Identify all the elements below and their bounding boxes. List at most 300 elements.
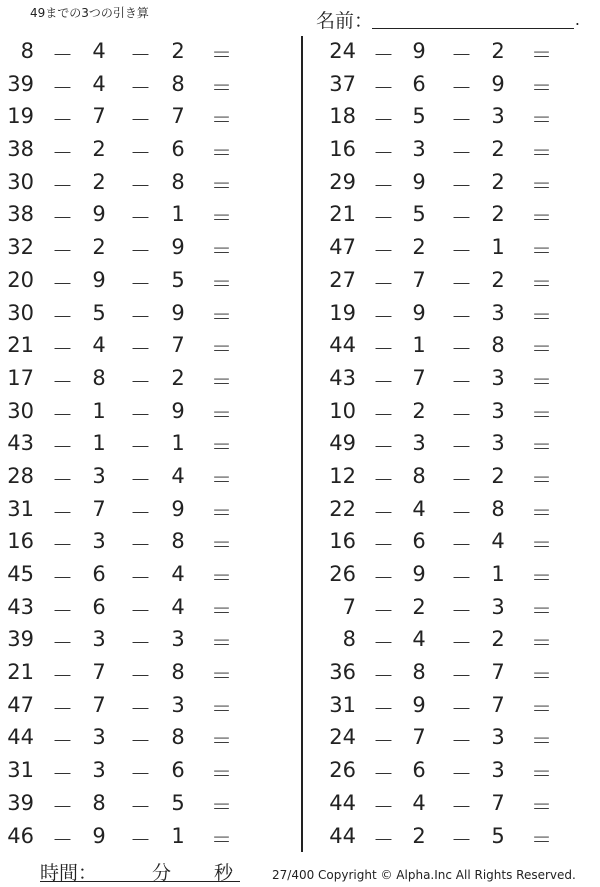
minus-sign: － [52, 467, 73, 492]
equals-sign: ＝ [531, 337, 552, 362]
subtrahend-2: 7 [491, 692, 505, 717]
subtrahend-1: 7 [92, 104, 106, 129]
minuend: 27 [329, 267, 356, 292]
equals-sign: ＝ [211, 108, 232, 133]
page-number: 27/400 [272, 868, 315, 882]
minus-sign: － [52, 794, 73, 819]
minus-sign: － [373, 108, 394, 133]
problem-row [0, 526, 300, 559]
equals-sign: ＝ [531, 271, 552, 296]
minuend: 17 [7, 365, 34, 390]
minus-sign: － [451, 173, 472, 198]
minus-sign: － [130, 794, 151, 819]
problem-row [302, 722, 600, 755]
problem-row [0, 428, 300, 461]
equals-sign: ＝ [211, 206, 232, 231]
minuend: 22 [329, 496, 356, 521]
equals-sign: ＝ [211, 729, 232, 754]
problem-row [0, 722, 300, 755]
equals-sign: ＝ [211, 598, 232, 623]
minus-sign: － [130, 827, 151, 852]
subtrahend-1: 5 [412, 104, 426, 129]
minuend: 10 [329, 398, 356, 423]
equals-sign: ＝ [531, 827, 552, 852]
minus-sign: － [373, 304, 394, 329]
subtrahend-2: 4 [171, 562, 185, 586]
problem-row [302, 690, 600, 723]
minuend: 30 [7, 169, 34, 194]
problem-row [302, 821, 600, 854]
equals-sign: ＝ [211, 762, 232, 787]
minuend: 8 [20, 39, 34, 63]
minuend: 46 [7, 823, 34, 848]
subtrahend-2: 8 [491, 333, 505, 358]
equals-sign: ＝ [531, 500, 552, 525]
minus-sign: － [451, 664, 472, 689]
minus-sign: － [373, 566, 394, 590]
subtrahend-2: 4 [171, 594, 185, 619]
minus-sign: － [451, 369, 472, 394]
equals-sign: ＝ [531, 533, 552, 558]
copyright-text: Copyright © Alpha.Inc All Rights Reserved. [318, 868, 576, 882]
problem-row [302, 755, 600, 788]
minus-sign: － [451, 696, 472, 721]
minuend: 16 [329, 529, 356, 554]
problem-row [302, 232, 600, 265]
problem-row [302, 559, 600, 592]
equals-sign: ＝ [211, 533, 232, 558]
problem-row [0, 657, 300, 690]
minuend: 43 [7, 594, 34, 619]
minuend: 30 [7, 300, 34, 325]
problem-row [302, 657, 600, 690]
minuend: 44 [329, 333, 356, 358]
minus-sign: － [130, 566, 151, 590]
problem-row [0, 36, 300, 69]
problem-row [0, 624, 300, 657]
subtrahend-2: 8 [171, 71, 185, 96]
subtrahend-2: 3 [491, 365, 505, 390]
equals-sign: ＝ [211, 369, 232, 394]
minuend: 47 [329, 235, 356, 260]
minus-sign: － [130, 598, 151, 623]
problem-row [302, 624, 600, 657]
minus-sign: － [52, 566, 73, 590]
minuend: 21 [7, 660, 34, 685]
subtrahend-2: 5 [171, 267, 185, 292]
minus-sign: － [451, 75, 472, 100]
minus-sign: － [373, 762, 394, 787]
minus-sign: － [52, 239, 73, 264]
subtrahend-1: 6 [92, 594, 106, 619]
problem-row [0, 755, 300, 788]
equals-sign: ＝ [211, 75, 232, 100]
minus-sign: － [52, 729, 73, 754]
equals-sign: ＝ [531, 304, 552, 329]
minus-sign: － [451, 533, 472, 558]
subtrahend-1: 9 [412, 562, 426, 586]
minus-sign: － [373, 729, 394, 754]
equals-sign: ＝ [531, 43, 552, 67]
equals-sign: ＝ [531, 108, 552, 133]
subtrahend-1: 7 [412, 365, 426, 390]
equals-sign: ＝ [531, 566, 552, 590]
subtrahend-2: 7 [491, 790, 505, 815]
minutes-label: 分 [152, 862, 172, 884]
problem-row [0, 559, 300, 592]
minuend: 45 [7, 562, 34, 586]
time-field [40, 858, 240, 884]
minus-sign: － [373, 141, 394, 166]
minus-sign: － [373, 173, 394, 198]
minus-sign: － [130, 500, 151, 525]
minus-sign: － [52, 271, 73, 296]
subtrahend-2: 3 [491, 104, 505, 129]
subtrahend-1: 4 [92, 71, 106, 96]
minus-sign: － [130, 729, 151, 754]
equals-sign: ＝ [531, 369, 552, 394]
minus-sign: － [373, 598, 394, 623]
equals-sign: ＝ [531, 762, 552, 787]
subtrahend-1: 4 [412, 790, 426, 815]
equals-sign: ＝ [211, 696, 232, 721]
subtrahend-2: 9 [171, 398, 185, 423]
minus-sign: － [52, 533, 73, 558]
minuend: 16 [329, 137, 356, 162]
name-field[interactable] [316, 6, 586, 30]
subtrahend-1: 7 [92, 660, 106, 685]
problem-row [302, 494, 600, 527]
minus-sign: － [451, 206, 472, 231]
minus-sign: － [451, 108, 472, 133]
subtrahend-2: 3 [491, 725, 505, 750]
minuend: 20 [7, 267, 34, 292]
problem-row [302, 69, 600, 102]
equals-sign: ＝ [531, 467, 552, 492]
subtrahend-2: 9 [171, 496, 185, 521]
problem-row [0, 592, 300, 625]
equals-sign: ＝ [211, 173, 232, 198]
minus-sign: － [373, 43, 394, 67]
problem-row [0, 298, 300, 331]
subtrahend-2: 3 [491, 758, 505, 783]
subtrahend-1: 9 [412, 169, 426, 194]
minuend: 7 [342, 594, 356, 619]
minus-sign: － [451, 43, 472, 67]
equals-sign: ＝ [211, 304, 232, 329]
problem-row [302, 788, 600, 821]
minuend: 47 [7, 692, 34, 717]
minus-sign: － [451, 598, 472, 623]
problem-row [302, 167, 600, 200]
minuend: 31 [329, 692, 356, 717]
subtrahend-1: 2 [92, 169, 106, 194]
problem-row [0, 199, 300, 232]
minus-sign: － [451, 500, 472, 525]
subtrahend-1: 9 [412, 692, 426, 717]
problem-row [0, 330, 300, 363]
subtrahend-1: 6 [412, 71, 426, 96]
subtrahend-1: 9 [92, 202, 106, 227]
problem-row [302, 330, 600, 363]
equals-sign: ＝ [211, 239, 232, 264]
subtrahend-2: 1 [171, 202, 185, 227]
problem-row [0, 690, 300, 723]
minus-sign: － [130, 467, 151, 492]
subtrahend-1: 4 [412, 496, 426, 521]
equals-sign: ＝ [531, 664, 552, 689]
equals-sign: ＝ [211, 141, 232, 166]
minus-sign: － [451, 729, 472, 754]
minus-sign: － [52, 500, 73, 525]
minuend: 39 [7, 627, 34, 652]
minuend: 19 [7, 104, 34, 129]
subtrahend-2: 8 [491, 496, 505, 521]
minus-sign: － [373, 206, 394, 231]
equals-sign: ＝ [531, 631, 552, 656]
equals-sign: ＝ [531, 696, 552, 721]
minus-sign: － [451, 402, 472, 427]
problem-row [0, 363, 300, 396]
subtrahend-1: 6 [412, 758, 426, 783]
minus-sign: － [451, 467, 472, 492]
minus-sign: － [130, 271, 151, 296]
right-problem-column [302, 36, 600, 853]
subtrahend-2: 2 [171, 365, 185, 390]
subtrahend-2: 8 [171, 660, 185, 685]
subtrahend-2: 7 [491, 660, 505, 685]
minuend: 38 [7, 202, 34, 227]
subtrahend-1: 6 [92, 562, 106, 586]
subtrahend-2: 9 [491, 71, 505, 96]
subtrahend-1: 2 [412, 823, 426, 848]
minuend: 43 [329, 365, 356, 390]
minus-sign: － [373, 664, 394, 689]
minus-sign: － [52, 762, 73, 787]
minuend: 21 [329, 202, 356, 227]
problem-row [302, 36, 600, 69]
minus-sign: － [130, 75, 151, 100]
minus-sign: － [373, 794, 394, 819]
minuend: 21 [7, 333, 34, 358]
problem-row [302, 363, 600, 396]
subtrahend-1: 3 [92, 627, 106, 652]
subtrahend-1: 2 [412, 594, 426, 619]
minus-sign: － [52, 598, 73, 623]
subtrahend-1: 3 [412, 137, 426, 162]
problem-row [0, 396, 300, 429]
subtrahend-1: 2 [412, 235, 426, 260]
subtrahend-2: 5 [491, 823, 505, 848]
subtrahend-1: 1 [92, 398, 106, 423]
minus-sign: － [373, 533, 394, 558]
minuend: 38 [7, 137, 34, 162]
minus-sign: － [52, 304, 73, 329]
equals-sign: ＝ [211, 566, 232, 590]
problem-row [0, 69, 300, 102]
minuend: 36 [329, 660, 356, 685]
problem-row [302, 592, 600, 625]
minus-sign: － [451, 435, 472, 460]
subtrahend-1: 7 [412, 267, 426, 292]
subtrahend-1: 5 [92, 300, 106, 325]
problem-row [0, 788, 300, 821]
problem-row [302, 428, 600, 461]
subtrahend-1: 7 [92, 496, 106, 521]
subtrahend-1: 3 [412, 431, 426, 456]
subtrahend-1: 4 [92, 39, 106, 63]
subtrahend-2: 4 [491, 529, 505, 554]
equals-sign: ＝ [531, 173, 552, 198]
problem-row [302, 199, 600, 232]
equals-sign: ＝ [531, 729, 552, 754]
subtrahend-1: 7 [92, 692, 106, 717]
problem-row [0, 101, 300, 134]
subtrahend-2: 2 [491, 202, 505, 227]
minus-sign: － [373, 631, 394, 656]
minus-sign: － [52, 43, 73, 67]
subtrahend-1: 9 [412, 300, 426, 325]
minus-sign: － [130, 337, 151, 362]
subtrahend-2: 8 [171, 725, 185, 750]
equals-sign: ＝ [531, 435, 552, 460]
subtrahend-2: 5 [171, 790, 185, 815]
subtrahend-2: 8 [171, 169, 185, 194]
minuend: 39 [7, 71, 34, 96]
subtrahend-2: 3 [491, 431, 505, 456]
name-label: 名前： [316, 10, 374, 32]
minus-sign: － [52, 75, 73, 100]
subtrahend-2: 3 [491, 594, 505, 619]
minus-sign: － [451, 304, 472, 329]
subtrahend-2: 9 [171, 300, 185, 325]
subtrahend-2: 7 [171, 333, 185, 358]
minus-sign: － [451, 827, 472, 852]
subtrahend-1: 9 [92, 267, 106, 292]
subtrahend-1: 8 [412, 660, 426, 685]
minus-sign: － [130, 533, 151, 558]
subtrahend-2: 6 [171, 137, 185, 162]
minus-sign: － [451, 631, 472, 656]
minus-sign: － [373, 271, 394, 296]
minuend: 43 [7, 431, 34, 456]
problem-row [302, 526, 600, 559]
minus-sign: － [451, 794, 472, 819]
subtrahend-1: 2 [412, 398, 426, 423]
subtrahend-2: 8 [171, 529, 185, 554]
subtrahend-2: 1 [171, 823, 185, 848]
subtrahend-1: 3 [92, 463, 106, 488]
left-problem-column [0, 36, 300, 853]
minus-sign: － [130, 631, 151, 656]
subtrahend-1: 4 [92, 333, 106, 358]
equals-sign: ＝ [211, 271, 232, 296]
minus-sign: － [130, 435, 151, 460]
equals-sign: ＝ [531, 402, 552, 427]
problem-row [0, 134, 300, 167]
minus-sign: － [373, 369, 394, 394]
time-label: 時間： [40, 862, 98, 884]
subtrahend-1: 2 [92, 137, 106, 162]
subtrahend-2: 2 [491, 137, 505, 162]
problem-row [0, 265, 300, 298]
problem-row [302, 396, 600, 429]
minus-sign: － [130, 141, 151, 166]
minus-sign: － [451, 762, 472, 787]
minus-sign: － [451, 239, 472, 264]
problem-row [302, 101, 600, 134]
minus-sign: － [130, 108, 151, 133]
problem-row [0, 232, 300, 265]
equals-sign: ＝ [531, 239, 552, 264]
footer-info [272, 868, 576, 882]
equals-sign: ＝ [531, 206, 552, 231]
name-underline [372, 28, 574, 29]
equals-sign: ＝ [211, 43, 232, 67]
subtrahend-1: 1 [412, 333, 426, 358]
subtrahend-1: 3 [92, 758, 106, 783]
subtrahend-1: 8 [92, 790, 106, 815]
minuend: 19 [329, 300, 356, 325]
minus-sign: － [373, 337, 394, 362]
equals-sign: ＝ [531, 794, 552, 819]
minuend: 30 [7, 398, 34, 423]
subtrahend-1: 4 [412, 627, 426, 652]
minus-sign: － [52, 435, 73, 460]
equals-sign: ＝ [211, 664, 232, 689]
subtrahend-2: 1 [491, 235, 505, 260]
subtrahend-2: 2 [491, 627, 505, 652]
minus-sign: － [373, 75, 394, 100]
seconds-label: 秒 [214, 862, 234, 884]
subtrahend-2: 2 [491, 39, 505, 63]
minuend: 49 [329, 431, 356, 456]
problem-row [302, 265, 600, 298]
subtrahend-1: 9 [412, 39, 426, 63]
minus-sign: － [52, 108, 73, 133]
minus-sign: － [130, 696, 151, 721]
minuend: 44 [329, 790, 356, 815]
minuend: 16 [7, 529, 34, 554]
subtrahend-1: 7 [412, 725, 426, 750]
subtrahend-2: 9 [171, 235, 185, 260]
minuend: 29 [329, 169, 356, 194]
problem-row [302, 461, 600, 494]
equals-sign: ＝ [211, 337, 232, 362]
minuend: 31 [7, 758, 34, 783]
minus-sign: － [373, 402, 394, 427]
subtrahend-1: 8 [412, 463, 426, 488]
subtrahend-1: 6 [412, 529, 426, 554]
minus-sign: － [52, 827, 73, 852]
subtrahend-1: 1 [92, 431, 106, 456]
subtrahend-2: 1 [491, 562, 505, 586]
equals-sign: ＝ [211, 467, 232, 492]
subtrahend-2: 2 [171, 39, 185, 63]
minus-sign: － [130, 762, 151, 787]
minuend: 18 [329, 104, 356, 129]
problem-row [0, 821, 300, 854]
minus-sign: － [373, 467, 394, 492]
equals-sign: ＝ [211, 631, 232, 656]
subtrahend-2: 3 [491, 300, 505, 325]
subtrahend-2: 1 [171, 431, 185, 456]
minus-sign: － [451, 141, 472, 166]
minus-sign: － [52, 664, 73, 689]
equals-sign: ＝ [531, 75, 552, 100]
minuend: 37 [329, 71, 356, 96]
minus-sign: － [451, 271, 472, 296]
